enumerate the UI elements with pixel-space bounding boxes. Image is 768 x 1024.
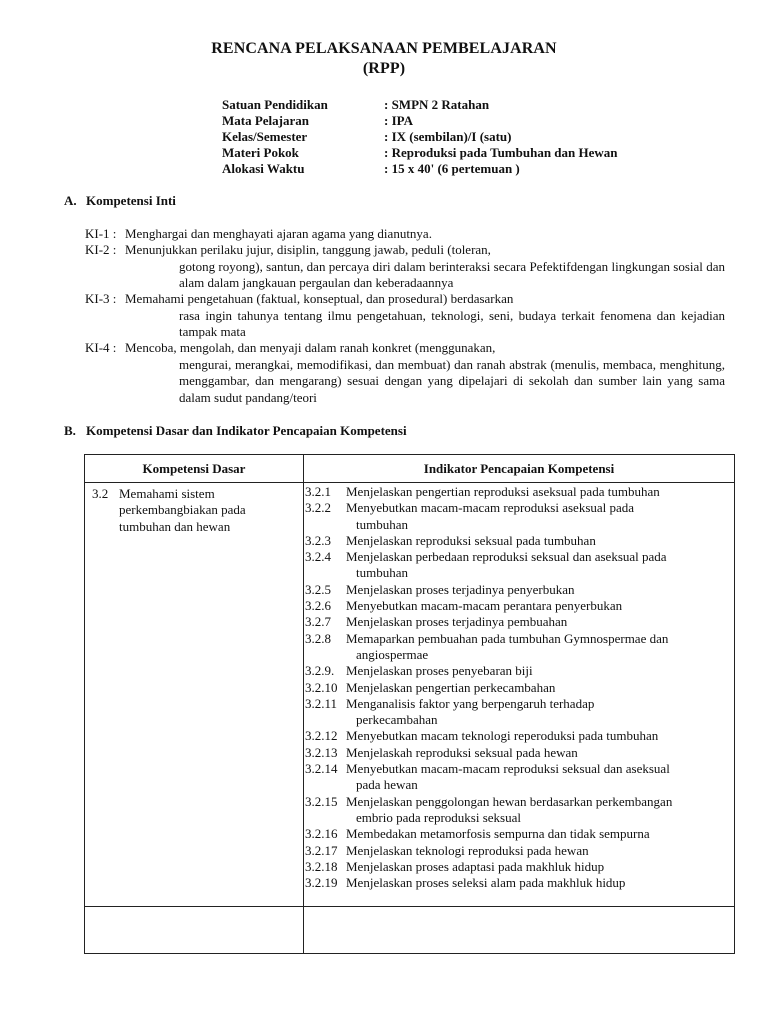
indicator-number: 3.2.6 — [305, 598, 331, 614]
indicator-item — [305, 598, 732, 614]
indicator-number: 3.2.12 — [305, 728, 338, 744]
indicator-text: Menjelaskan proses penyebaran biji — [346, 663, 533, 679]
indicator-text: Menjelaskan penggolongan hewan berdasarkan perkembangan — [346, 793, 673, 809]
identity-value: : 15 x 40' (6 pertemuan ) — [384, 161, 520, 176]
indicator-number: 3.2.10 — [305, 679, 338, 695]
indicator-number: 3.2.14 — [305, 761, 338, 777]
indicator-item — [305, 875, 732, 891]
indicator-item — [305, 843, 732, 859]
indicator-item — [305, 728, 732, 744]
ki-text-continuation: mengurai, merangkai, memodifikasi, dan membuat) dan ranah abstrak (menulis, membaca, menghitung, menggambar, dan mengarang) sesuai dengan yang dipelajari di sekolah dan sumber lain yang sama dalam sudut pandang/teori — [179, 357, 725, 405]
indicator-text: Menjelaskan proses seleksi alam pada makhluk hidup — [346, 875, 626, 891]
indicator-item — [305, 745, 732, 761]
ki-code: KI-4 : — [85, 340, 117, 355]
indicator-number: 3.2.15 — [305, 793, 338, 809]
indicator-text-continuation: embrio pada reproduksi seksual — [356, 809, 521, 825]
kd-number: 3.2 — [92, 486, 109, 501]
kd-text: Memahami sistem — [119, 486, 215, 501]
indicator-text: Menganalisis faktor yang berpengaruh terhadap — [346, 695, 595, 711]
identity-value: : IPA — [384, 113, 414, 128]
indicator-number: 3.2.5 — [305, 581, 331, 597]
indicator-text: Menyebutkan macam-macam reproduksi aseksual pada — [346, 500, 635, 516]
section-number: B. — [64, 423, 76, 438]
table-header-row — [85, 455, 735, 483]
document-subtitle: (RPP) — [362, 60, 406, 77]
indicator-number: 3.2.8 — [305, 630, 331, 646]
indicator-text: Menjelaskan proses terjadinya penyerbukan — [346, 581, 575, 597]
table-row-empty — [85, 907, 735, 954]
indicator-text-continuation: angiospermae — [356, 646, 429, 662]
ki-text: Menunjukkan perilaku jujur, disiplin, tanggung jawab, peduli (toleran, — [125, 242, 491, 257]
indicator-number: 3.2.18 — [305, 858, 338, 874]
identity-value: : IX (sembilan)/I (satu) — [384, 129, 512, 144]
ki-code: KI-3 : — [85, 291, 117, 306]
indicator-item — [305, 826, 732, 842]
indicator-text: Menjelaskan reproduksi seksual pada tumbuhan — [346, 532, 596, 548]
indicator-text: Menjelaskan perbedaan reproduksi seksual dan aseksual pada — [346, 549, 667, 565]
indicator-text: Membedakan metamorfosis sempurna dan tidak sempurna — [346, 826, 650, 842]
kd-cell — [85, 483, 304, 907]
header-indikator: Indikator Pencapaian Kompetensi — [304, 455, 735, 483]
indicator-text: Menyebutkan macam-macam reproduksi seksual dan aseksual — [346, 761, 670, 777]
empty-cell — [304, 907, 735, 954]
indicator-cell — [304, 483, 735, 907]
ki-code: KI-1 : — [85, 226, 117, 241]
indicator-number: 3.2.16 — [305, 826, 338, 842]
indicator-item — [305, 484, 732, 500]
identity-value: : Reproduksi pada Tumbuhan dan Hewan — [384, 145, 618, 160]
competency-table — [84, 454, 735, 954]
indicator-number: 3.2.7 — [305, 614, 331, 630]
identity-label: Materi Pokok — [222, 145, 299, 160]
indicator-number: 3.2.1 — [305, 484, 331, 499]
indicator-number: 3.2.9. — [305, 663, 335, 679]
indicator-item — [305, 533, 732, 549]
kd-text-continuation: perkembangbiakan pada tumbuhan dan hewan — [119, 502, 246, 534]
table-row — [85, 483, 735, 907]
ki-code: KI-2 : — [85, 242, 117, 257]
identity-label: Alokasi Waktu — [222, 161, 305, 176]
section-number: A. — [64, 193, 77, 208]
identity-label: Mata Pelajaran — [222, 113, 310, 128]
section-title: Kompetensi Dasar dan Indikator Pencapaian Kompetensi — [86, 423, 407, 438]
document-title: RENCANA PELAKSANAAN PEMBELAJARAN — [211, 40, 557, 57]
ki-text: Memahami pengetahuan (faktual, konseptual, dan prosedural) berdasarkan — [125, 291, 514, 306]
identity-label: Kelas/Semester — [222, 129, 308, 144]
ki-text-continuation: rasa ingin tahunya tentang ilmu pengetahuan, teknologi, seni, budaya terkait fenomena dan kejadian tampak mata — [179, 308, 725, 340]
identity-value: : SMPN 2 Ratahan — [384, 97, 490, 112]
indicator-text: Menyebutkan macam-macam perantara penyerbukan — [346, 598, 623, 614]
indicator-item — [305, 761, 732, 794]
section-title: Kompetensi Inti — [86, 193, 176, 208]
indicator-item — [305, 680, 732, 696]
indicator-item — [305, 663, 732, 679]
indicator-text: Menjelaskan proses terjadinya pembuahan — [346, 614, 568, 630]
header-kompetensi-dasar: Kompetensi Dasar — [85, 455, 304, 483]
indicator-item — [305, 859, 732, 875]
indicator-list — [304, 483, 734, 891]
indicator-text: Memaparkan pembuahan pada tumbuhan Gymnospermae dan — [346, 630, 669, 646]
ki-text: Mencoba, mengolah, dan menyaji dalam ranah konkret (menggunakan, — [125, 340, 496, 355]
indicator-text: Menjelaskah reproduksi seksual pada hewan — [346, 744, 578, 760]
indicator-text: Menjelaskan teknologi reproduksi pada hewan — [346, 842, 589, 858]
indicator-item — [305, 549, 732, 582]
indicator-number: 3.2.4 — [305, 549, 331, 565]
indicator-text: Menjelaskan pengertian reproduksi aseksual pada tumbuhan — [346, 484, 660, 499]
indicator-item — [305, 500, 732, 533]
indicator-text: Menjelaskan pengertian perkecambahan — [346, 679, 556, 695]
identity-label: Satuan Pendidikan — [222, 97, 328, 112]
indicator-text: Menyebutkan macam teknologi reperoduksi pada tumbuhan — [346, 728, 659, 744]
indicator-text-continuation: tumbuhan — [356, 565, 408, 581]
indicator-number: 3.2.13 — [305, 744, 338, 760]
ki-text: Menghargai dan menghayati ajaran agama yang dianutnya. — [125, 226, 432, 241]
empty-cell — [85, 907, 304, 954]
indicator-number: 3.2.19 — [305, 875, 338, 891]
indicator-text-continuation: pada hewan — [356, 777, 418, 793]
indicator-item — [305, 631, 732, 664]
indicator-text: Menjelaskan proses adaptasi pada makhluk hidup — [346, 858, 605, 874]
indicator-item — [305, 794, 732, 827]
indicator-number: 3.2.2 — [305, 500, 331, 516]
indicator-item — [305, 696, 732, 729]
indicator-text-continuation: perkecambahan — [356, 712, 438, 728]
indicator-item — [305, 614, 732, 630]
indicator-item — [305, 582, 732, 598]
indicator-number: 3.2.11 — [305, 695, 338, 711]
ki-text-continuation: gotong royong), santun, dan percaya diri dalam berinteraksi secara Pefektifdengan lingkungan sosial dan alam dalam jangkauan pergaulan dan keberadaannya — [179, 259, 725, 291]
indicator-number: 3.2.3 — [305, 532, 331, 548]
indicator-text-continuation: tumbuhan — [356, 516, 408, 532]
indicator-number: 3.2.17 — [305, 842, 338, 858]
